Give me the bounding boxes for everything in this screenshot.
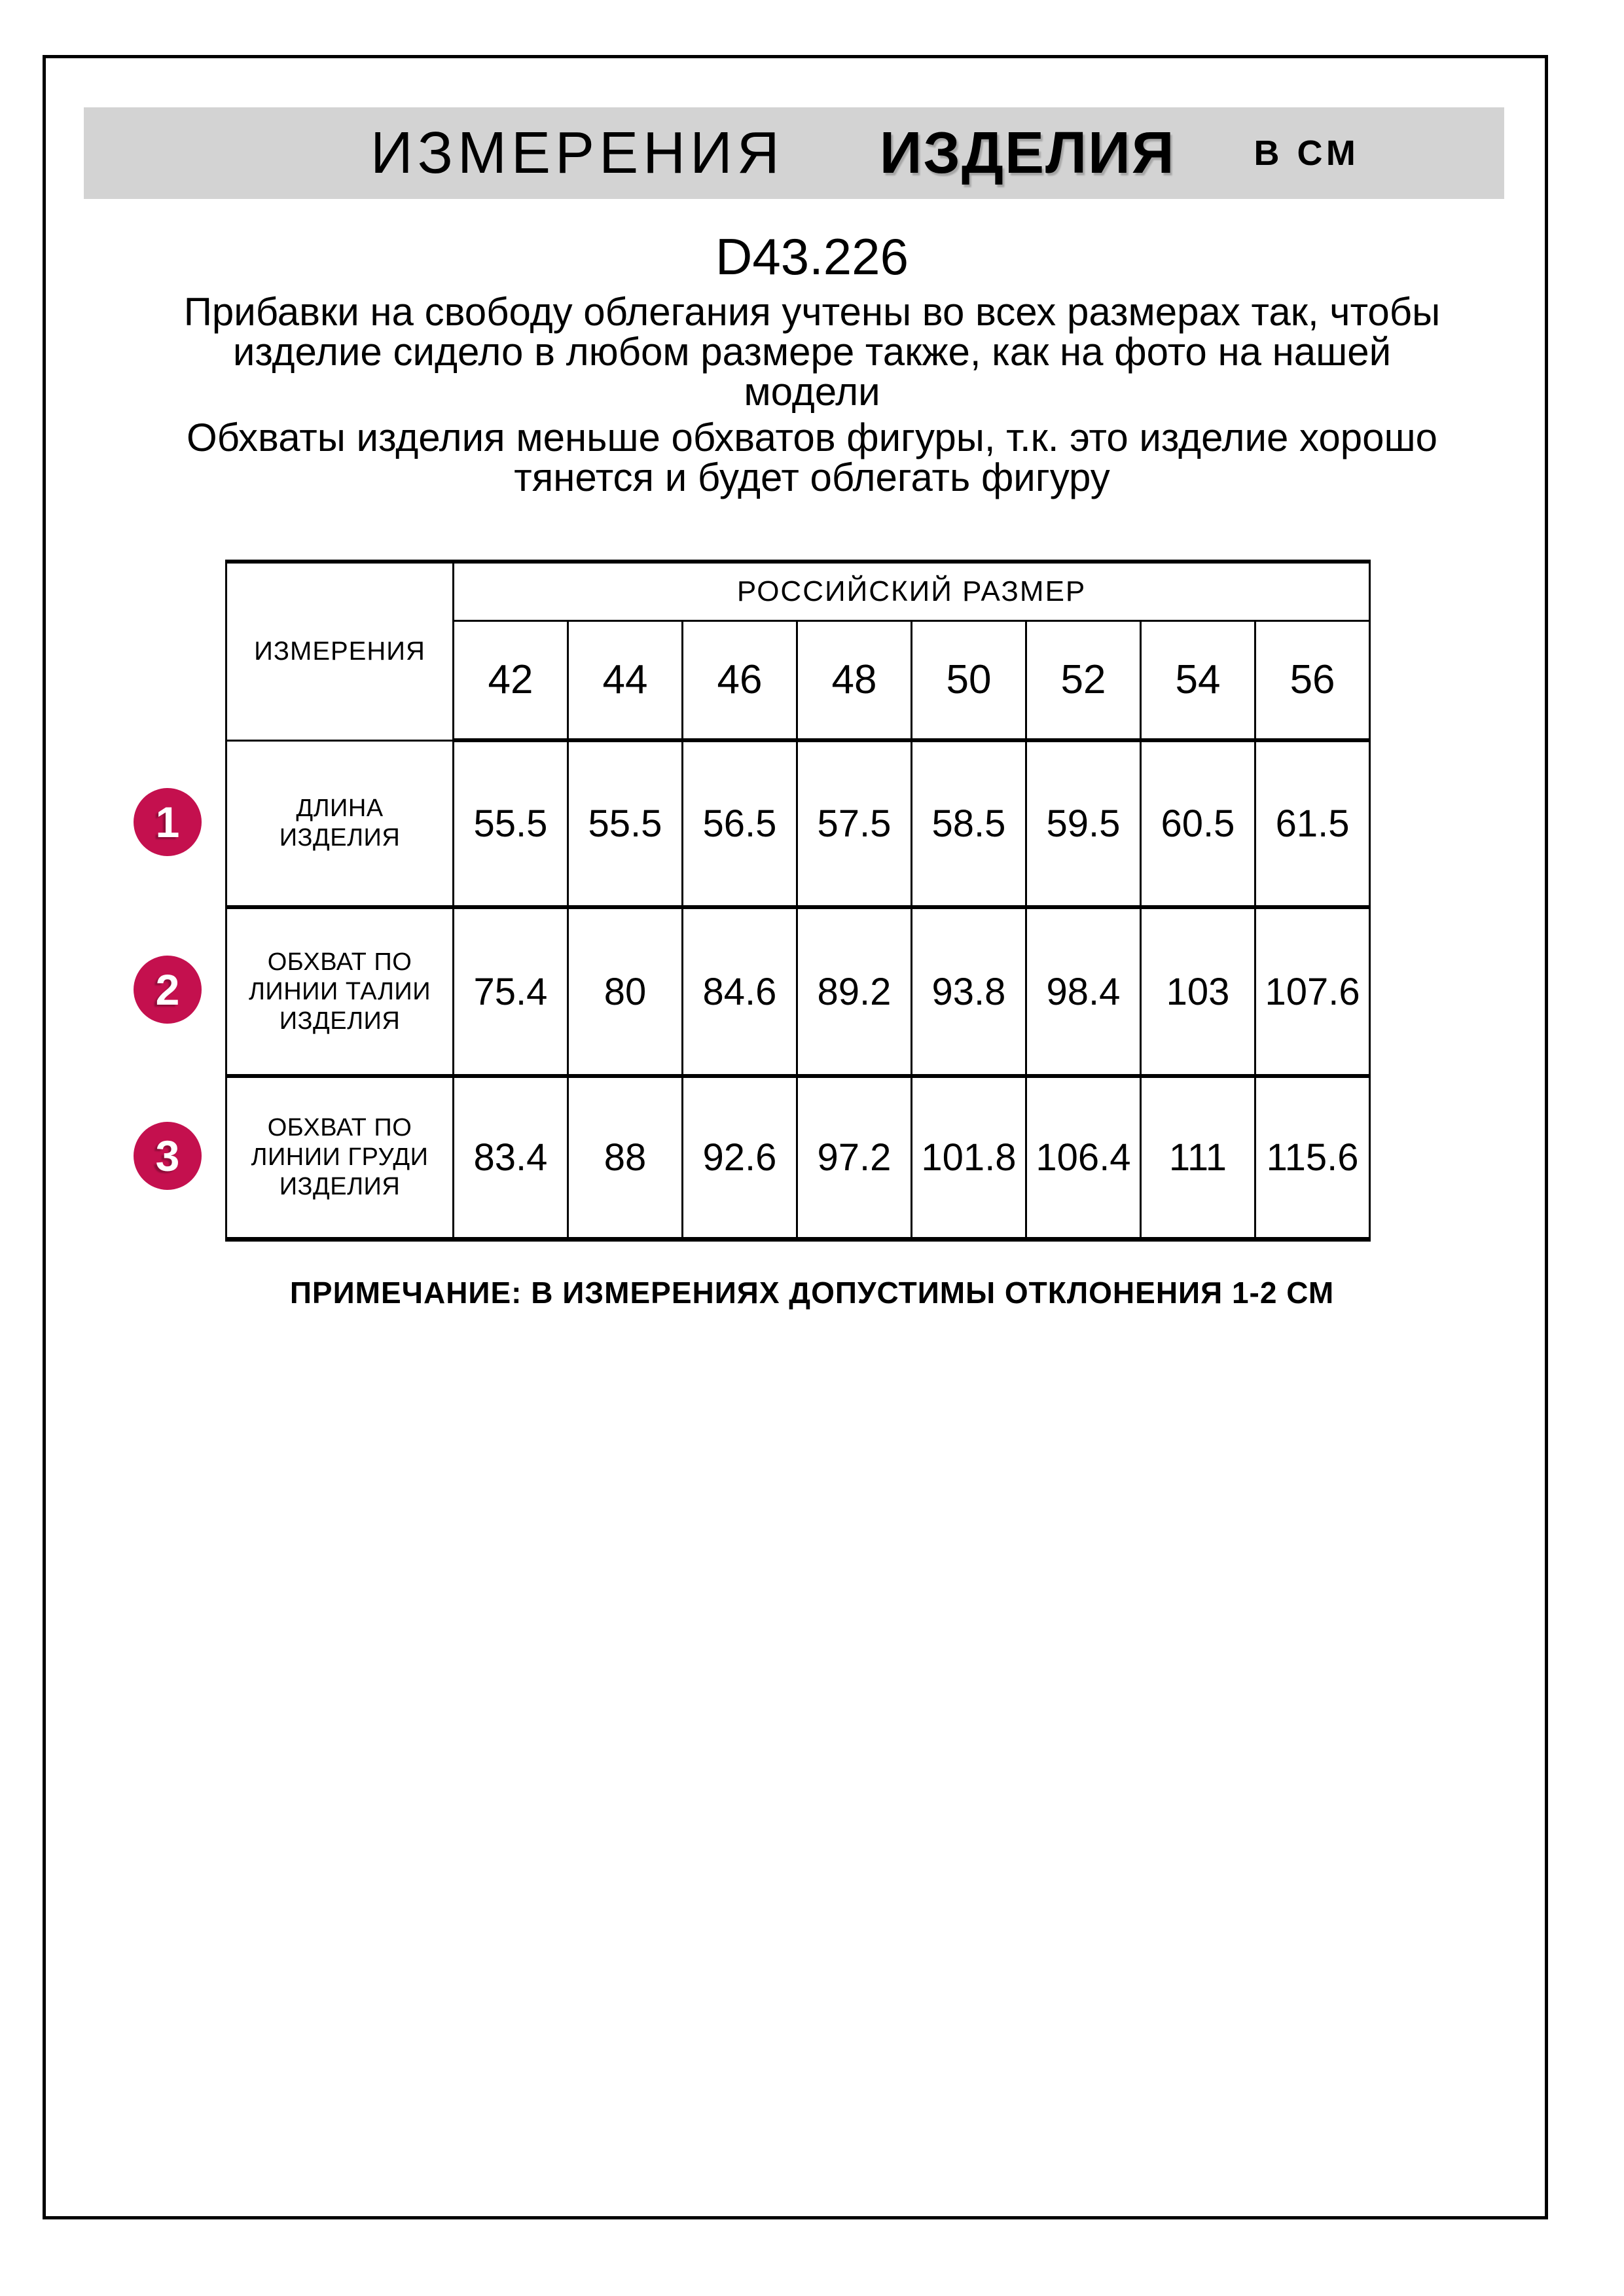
title-measurements: ИЗМЕРЕНИЯ (370, 120, 784, 186)
value-cell: 57.5 (797, 740, 912, 907)
value-cell: 107.6 (1255, 907, 1370, 1076)
title-units: В СМ (1254, 134, 1360, 173)
title-product-word: ИЗДЕЛИЯ (879, 120, 1176, 186)
title-band (84, 107, 1504, 199)
value-cell: 75.4 (454, 907, 568, 1076)
size-header: 46 (683, 620, 797, 740)
value-cell: 106.4 (1026, 1076, 1141, 1239)
size-header: 42 (454, 620, 568, 740)
size-table (225, 560, 1371, 1242)
size-header: 50 (912, 620, 1026, 740)
size-header: 56 (1255, 620, 1370, 740)
measurements-header: ИЗМЕРЕНИЯ (226, 562, 454, 740)
value-cell: 101.8 (912, 1076, 1026, 1239)
row-number-3: 3 (155, 1132, 180, 1180)
value-cell: 56.5 (683, 740, 797, 907)
value-cell: 61.5 (1255, 740, 1370, 907)
row-label-length: ДЛИНА ИЗДЕЛИЯ (226, 740, 454, 907)
value-cell: 60.5 (1141, 740, 1255, 907)
row-label-waist: ОБХВАТ ПО ЛИНИИ ТАЛИИ ИЗДЕЛИЯ (226, 907, 454, 1076)
tolerance-note: ПРИМЕЧАНИЕ: В ИЗМЕРЕНИЯХ ДОПУСТИМЫ ОТКЛОНЕНИЯ 1-2 СМ (289, 1276, 1335, 1310)
row-label-chest: ОБХВАТ ПО ЛИНИИ ГРУДИ ИЗДЕЛИЯ (226, 1076, 454, 1239)
size-header: 54 (1141, 620, 1255, 740)
table-row (226, 740, 1370, 907)
value-cell: 88 (568, 1076, 683, 1239)
value-cell: 103 (1141, 907, 1255, 1076)
value-cell: 89.2 (797, 907, 912, 1076)
row-number-1: 1 (155, 798, 180, 846)
size-header: 44 (568, 620, 683, 740)
value-cell: 59.5 (1026, 740, 1141, 907)
intro-paragraph: Прибавки на свободу облегания учтены во всех размерах так, чтобы изделие сидело в любом размере также, как на фото на нашей модели (183, 290, 1441, 414)
value-cell: 55.5 (568, 740, 683, 907)
product-code: D43.226 (715, 228, 909, 285)
size-header: 48 (797, 620, 912, 740)
value-cell: 98.4 (1026, 907, 1141, 1076)
size-header: 52 (1026, 620, 1141, 740)
row-number-badge-2 (134, 956, 202, 1024)
value-cell: 97.2 (797, 1076, 912, 1239)
row-number-2: 2 (155, 965, 180, 1014)
row-number-badge-1 (134, 788, 202, 856)
value-cell: 58.5 (912, 740, 1026, 907)
value-cell: 111 (1141, 1076, 1255, 1239)
value-cell: 115.6 (1255, 1076, 1370, 1239)
value-cell: 84.6 (683, 907, 797, 1076)
value-cell: 83.4 (454, 1076, 568, 1239)
row-number-badge-3 (134, 1122, 202, 1190)
value-cell: 92.6 (683, 1076, 797, 1239)
table-row (226, 907, 1370, 1076)
value-cell: 93.8 (912, 907, 1026, 1076)
value-cell: 55.5 (454, 740, 568, 907)
stretch-paragraph: Обхваты изделия меньше обхватов фигуры, т.к. это изделие хорошо тянется и будет облегать фигуру (186, 416, 1437, 499)
table-row (226, 1076, 1370, 1239)
size-group-header: РОССИЙСКИЙ РАЗМЕР (454, 562, 1370, 620)
value-cell: 80 (568, 907, 683, 1076)
